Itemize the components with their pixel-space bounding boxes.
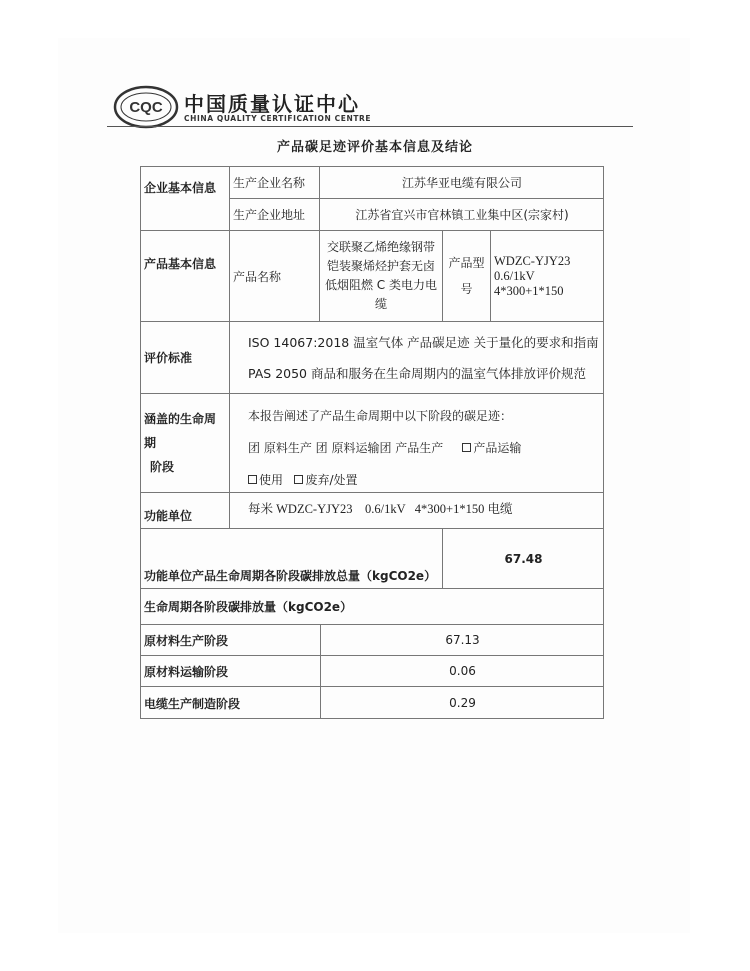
- standards-label: 评价标准: [140, 321, 229, 393]
- lifecycle-intro: 本报告阐述了产品生命周期中以下阶段的碳足迹：: [248, 409, 513, 423]
- standard-item: ISO 14067:2018 温室气体 产品碳足迹 关于量化的要求和指南: [248, 334, 599, 350]
- standard-item: PAS 2050 商品和服务在生命周期内的温室气体排放评价规范: [248, 365, 586, 381]
- product-model-value: [490, 230, 604, 321]
- product-name-line: 缆: [374, 297, 387, 311]
- stage-product-transport: 产品运输: [473, 441, 522, 455]
- product-model-label-line: 号: [460, 282, 473, 296]
- company-name-value: 江苏华亚电缆有限公司: [319, 166, 604, 198]
- company-section-label: 企业基本信息: [140, 166, 229, 230]
- lifecycle-value: [229, 393, 604, 492]
- company-name-label: 生产企业名称: [229, 166, 319, 198]
- product-name-label: 产品名称: [229, 230, 319, 321]
- product-name-value: [319, 230, 442, 321]
- org-name-cn: 中国质量认证中心: [184, 92, 360, 116]
- stage-use: 使用: [259, 473, 284, 487]
- document-title: 产品碳足迹评价基本信息及结论: [276, 140, 473, 155]
- stage-row-value: 67.13: [320, 624, 604, 655]
- svg-text:CQC: CQC: [129, 99, 163, 116]
- total-emissions-value: 67.48: [442, 528, 604, 588]
- total-emissions-label: 功能单位产品生命周期各阶段碳排放总量（kgCO2e）: [140, 528, 442, 588]
- product-name-line: 交联聚乙烯绝缘钢带: [326, 240, 435, 254]
- cqc-logo: [112, 84, 180, 130]
- product-name-line: 铠装聚烯烃护套无卤: [326, 259, 435, 273]
- checkbox-icon: [294, 475, 303, 484]
- company-address-value: 江苏省宜兴市官林镇工业集中区(宗家村): [319, 198, 604, 230]
- product-model-line: 4*300+1*150: [494, 283, 564, 298]
- stage-row-label: 电缆生产制造阶段: [140, 686, 320, 719]
- stage-disposal: 废弃/处置: [305, 473, 358, 487]
- checkbox-icon: [462, 443, 471, 452]
- product-model-line: WDZC-YJY23: [494, 253, 571, 268]
- product-model-label-line: 产品型: [448, 256, 485, 270]
- functional-unit-value: 每米 WDZC-YJY23 0.6/1kV 4*300+1*150 电缆: [229, 492, 604, 528]
- lifecycle-label-line: 阶段: [150, 460, 175, 474]
- product-section-label: 产品基本信息: [140, 230, 229, 321]
- org-name-en: CHINA QUALITY CERTIFICATION CENTRE: [184, 114, 372, 123]
- product-name-line: 低烟阻燃 C 类电力电: [324, 278, 437, 292]
- product-model-label: [442, 230, 490, 321]
- stage-row-value: 0.29: [320, 686, 604, 719]
- functional-unit-label: 功能单位: [140, 492, 229, 528]
- stage-row-label: 原材料生产阶段: [140, 624, 320, 655]
- checkbox-icon: [248, 475, 257, 484]
- stage-emissions-header: 生命周期各阶段碳排放量（kgCO2e）: [140, 588, 604, 624]
- standards-value: [229, 321, 604, 393]
- stage-row-label: 原材料运输阶段: [140, 655, 320, 686]
- header-divider: [107, 126, 633, 127]
- lifecycle-row1: [248, 432, 521, 464]
- lifecycle-label-line: 涵盖的生命周期: [144, 412, 217, 450]
- product-model-line: 0.6/1kV: [494, 268, 535, 283]
- stage-row-value: 0.06: [320, 655, 604, 686]
- company-address-label: 生产企业地址: [229, 198, 319, 230]
- lifecycle-label: [140, 393, 229, 492]
- lifecycle-row1-stages: 团 原料生产 团 原料运输团 产品生产: [248, 441, 444, 455]
